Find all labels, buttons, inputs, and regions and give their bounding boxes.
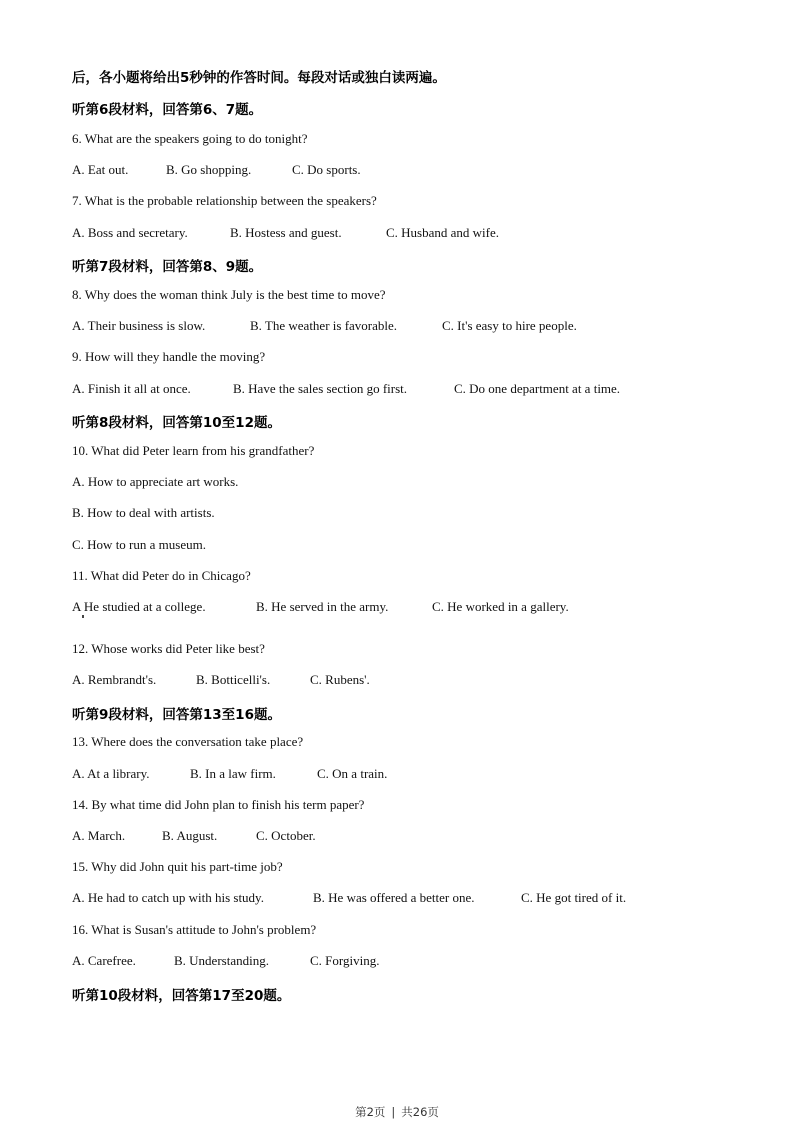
- section-heading-7: 听第7段材料，回答第8、9题。: [72, 259, 263, 275]
- page-footer: [0, 1104, 794, 1120]
- question-15-option-b: B. He was offered a better one.: [313, 890, 475, 905]
- question-10-option-b: B. How to deal with artists.: [72, 505, 215, 520]
- question-7-option-b: B. Hostess and guest.: [230, 225, 342, 240]
- question-16-option-a: A. Carefree.: [72, 953, 136, 968]
- page-total: 共26页: [401, 1105, 439, 1119]
- question-11-stem: 11. What did Peter do in Chicago?: [72, 568, 251, 583]
- question-11-option-c: C. He worked in a gallery.: [432, 599, 569, 614]
- question-8-stem: 8. Why does the woman think July is the best time to move?: [72, 287, 386, 302]
- question-9-option-a: A. Finish it all at once.: [72, 381, 191, 396]
- question-6-stem: 6. What are the speakers going to do tonight?: [72, 131, 308, 146]
- question-7-option-a: A. Boss and secretary.: [72, 225, 188, 240]
- question-9-option-c: C. Do one department at a time.: [454, 381, 621, 396]
- question-8-option-c: C. It's easy to hire people.: [442, 318, 577, 333]
- question-10-option-a: A. How to appreciate art works.: [72, 474, 239, 489]
- question-12-option-c: C. Rubens'.: [310, 672, 370, 687]
- question-10-stem: 10. What did Peter learn from his grandfather?: [72, 443, 315, 458]
- section-heading-10: 听第10段材料，回答第17至20题。: [72, 988, 291, 1004]
- question-16-stem: 16. What is Susan's attitude to John's problem?: [72, 922, 317, 937]
- question-13-stem: 13. Where does the conversation take place?: [72, 734, 304, 749]
- question-13-option-a: A. At a library.: [72, 766, 150, 781]
- stray-mark: [82, 615, 84, 618]
- question-15-stem: 15. Why did John quit his part-time job?: [72, 859, 283, 874]
- question-10-option-c: C. How to run a museum.: [72, 537, 206, 552]
- question-8-option-a: A. Their business is slow.: [72, 318, 206, 333]
- question-14-option-c: C. October.: [256, 828, 316, 843]
- question-12-stem: 12. Whose works did Peter like best?: [72, 641, 265, 656]
- question-12-option-a: A. Rembrandt's.: [72, 672, 157, 687]
- question-16-option-b: B. Understanding.: [174, 953, 269, 968]
- section-heading-9: 听第9段材料，回答第13至16题。: [72, 707, 281, 723]
- question-14-option-b: B. August.: [162, 828, 218, 843]
- question-8-option-b: B. The weather is favorable.: [250, 318, 398, 333]
- question-11-option-a: A He studied at a college.: [72, 599, 206, 614]
- question-16-option-c: C. Forgiving.: [310, 953, 380, 968]
- question-7-stem: 7. What is the probable relationship between the speakers?: [72, 193, 377, 208]
- question-6-option-c: C. Do sports.: [292, 162, 361, 177]
- question-13-option-b: B. In a law firm.: [190, 766, 276, 781]
- question-9-stem: 9. How will they handle the moving?: [72, 349, 266, 364]
- question-6-option-a: A. Eat out.: [72, 162, 129, 177]
- question-12-option-b: B. Botticelli's.: [196, 672, 271, 687]
- question-6-option-b: B. Go shopping.: [166, 162, 252, 177]
- page-number: 第2页: [355, 1105, 386, 1119]
- question-14-option-a: A. March.: [72, 828, 126, 843]
- question-9-option-b: B. Have the sales section go first.: [233, 381, 408, 396]
- question-15-option-a: A. He had to catch up with his study.: [72, 890, 264, 905]
- question-15-option-c: C. He got tired of it.: [521, 890, 627, 905]
- section-heading-6: 听第6段材料，回答第6、7题。: [72, 102, 263, 118]
- question-7-option-c: C. Husband and wife.: [386, 225, 500, 240]
- question-13-option-c: C. On a train.: [317, 766, 388, 781]
- question-14-stem: 14. By what time did John plan to finish his term paper?: [72, 797, 365, 812]
- question-11-option-b: B. He served in the army.: [256, 599, 389, 614]
- footer-separator: |: [391, 1105, 396, 1119]
- section-heading-8: 听第8段材料，回答第10至12题。: [72, 415, 281, 431]
- intro-text: 后，各小题将给出5秒钟的作答时间。每段对话或独白读两遍。: [72, 70, 446, 86]
